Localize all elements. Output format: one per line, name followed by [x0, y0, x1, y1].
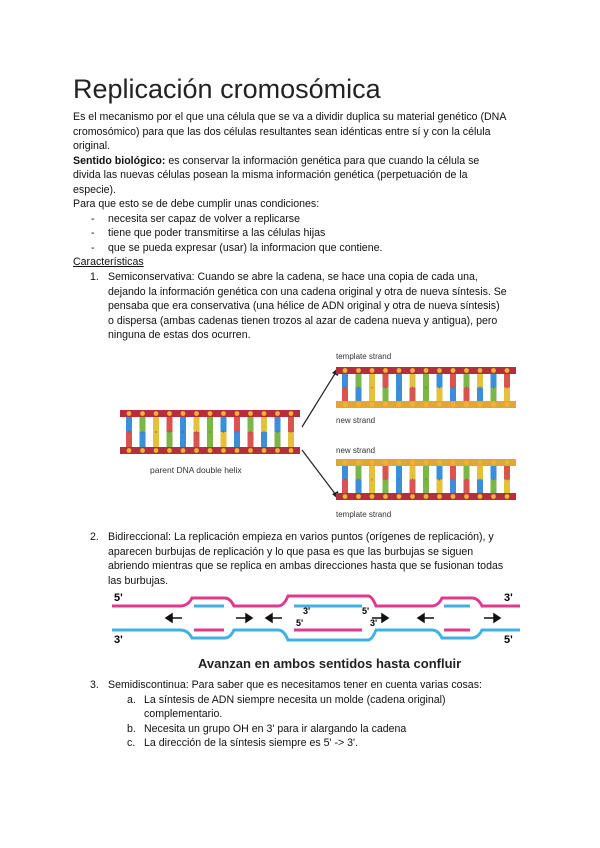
- phosphate-dot: [383, 368, 388, 373]
- base-pair: [207, 432, 213, 447]
- phosphate-dot: [464, 402, 469, 407]
- base-pair: [248, 432, 254, 447]
- phosphate-dot: [127, 448, 132, 453]
- sub-letter: a.: [127, 693, 136, 706]
- base-pair: [437, 466, 443, 480]
- phosphate-dot: [289, 448, 294, 453]
- new-strand-label: new strand: [336, 416, 376, 425]
- phosphate-dot: [194, 411, 199, 416]
- dna-replication-figure: [110, 345, 530, 520]
- new-strand-label: new strand: [336, 446, 376, 455]
- phosphate-dot: [235, 411, 240, 416]
- phosphate-dot: [424, 402, 429, 407]
- phosphate-dot: [289, 411, 294, 416]
- base-pair: [194, 432, 200, 447]
- base-pair: [275, 432, 281, 447]
- base-pair: [342, 374, 348, 388]
- label-3prime-inner: 3': [303, 606, 311, 616]
- phosphate-dot: [356, 368, 361, 373]
- phosphate-dot: [208, 411, 213, 416]
- phosphate-dot: [275, 411, 280, 416]
- phosphate-dot: [451, 402, 456, 407]
- intro-line-1: Es el mecanismo por el que una célula que se va a dividir duplica su material genético (DNA: [73, 111, 507, 123]
- phosphate-dot: [343, 368, 348, 373]
- phosphate-dot: [464, 460, 469, 465]
- base-pair: [369, 480, 375, 494]
- sentido-text: es conservar la información genética para que cuando la célula se: [165, 154, 480, 167]
- base-pair: [369, 466, 375, 480]
- phosphate-dot: [397, 368, 402, 373]
- phosphate-dot: [262, 411, 267, 416]
- base-pair: [369, 388, 375, 402]
- base-pair: [194, 417, 200, 432]
- item-number: 2.: [90, 531, 99, 543]
- base-pair: [356, 480, 362, 494]
- phosphate-dot: [491, 368, 496, 373]
- phosphate-dot: [383, 402, 388, 407]
- item2-line: aparecen burbujas de replicación y lo que pasa es que las burbujas se siguen: [108, 545, 474, 558]
- base-pair: [342, 388, 348, 402]
- phosphate-dot: [437, 368, 442, 373]
- base-pair: [221, 432, 227, 447]
- daughter-dna-top: [336, 367, 516, 408]
- base-pair: [153, 432, 159, 447]
- item2-line: abriendo mientras que se replica en ambas direcciones hasta que se fusionan todas: [108, 560, 504, 572]
- condition-item: tiene que poder transmitirse a las células hijas: [108, 227, 326, 239]
- base-pair: [126, 417, 132, 432]
- base-pair: [410, 466, 416, 480]
- label-3prime-inner: 3': [370, 618, 378, 628]
- phosphate-dot: [410, 368, 415, 373]
- phosphate-dot: [491, 494, 496, 499]
- phosphate-dot: [505, 368, 510, 373]
- base-pair: [491, 466, 497, 480]
- base-pair: [504, 388, 510, 402]
- bubbles-caption: Avanzan en ambos sentidos hasta confluir: [198, 656, 462, 671]
- template-strand-label: template strand: [336, 352, 392, 361]
- phosphate-dot: [410, 402, 415, 407]
- label-5prime-bottom-right: 5': [504, 634, 513, 646]
- intro-line-3: original.: [73, 140, 111, 152]
- phosphate-dot: [154, 411, 159, 416]
- phosphate-dot: [370, 402, 375, 407]
- phosphate-dot: [410, 460, 415, 465]
- base-pair: [288, 417, 294, 432]
- phosphate-dot: [262, 448, 267, 453]
- base-pair: [126, 432, 132, 447]
- phosphate-dot: [478, 494, 483, 499]
- base-pair: [477, 466, 483, 480]
- phosphate-dot: [221, 448, 226, 453]
- item-number: 1.: [90, 271, 99, 283]
- phosphate-dot: [140, 411, 145, 416]
- base-pair: [423, 480, 429, 494]
- sub-item-line: Necesita un grupo OH en 3' para ir alargando la cadena: [144, 722, 407, 735]
- base-pair: [464, 480, 470, 494]
- condition-item: que se pueda expresar (usar) la informacion que contiene.: [108, 241, 383, 254]
- base-pair: [477, 388, 483, 402]
- base-pair: [437, 480, 443, 494]
- base-pair: [423, 374, 429, 388]
- phosphate-dot: [356, 402, 361, 407]
- base-pair: [342, 480, 348, 494]
- base-pair: [167, 417, 173, 432]
- base-pair: [477, 480, 483, 494]
- label-5prime-inner: 5': [296, 618, 304, 628]
- phosphate-dot: [356, 494, 361, 499]
- sentido-line-1: [73, 154, 479, 169]
- phosphate-dot: [208, 448, 213, 453]
- base-pair: [437, 388, 443, 402]
- item1-line: ninguna de estas dos ocurren.: [108, 329, 251, 341]
- phosphate-dot: [437, 402, 442, 407]
- base-pair: [464, 388, 470, 402]
- phosphate-dot: [451, 494, 456, 499]
- base-pair: [383, 388, 389, 402]
- arrow-down: [302, 450, 336, 495]
- phosphate-dot: [343, 494, 348, 499]
- bullet-dash: -: [91, 227, 95, 239]
- phosphate-dot: [397, 494, 402, 499]
- phosphate-dot: [248, 448, 253, 453]
- phosphate-dot: [343, 402, 348, 407]
- phosphate-dot: [424, 460, 429, 465]
- bullet-dash: -: [91, 212, 95, 225]
- base-pair: [153, 417, 159, 432]
- base-pair: [396, 388, 402, 402]
- phosphate-dot: [127, 411, 132, 416]
- phosphate-dot: [194, 448, 199, 453]
- base-pair: [464, 466, 470, 480]
- phosphate-dot: [397, 402, 402, 407]
- phosphate-dot: [464, 368, 469, 373]
- phosphate-dot: [370, 368, 375, 373]
- sentido-line-3: especie).: [73, 183, 116, 196]
- sub-item-line: La dirección de la síntesis siempre es 5' -> 3'.: [144, 737, 358, 749]
- phosphate-dot: [451, 460, 456, 465]
- base-pair: [410, 480, 416, 494]
- base-pair: [410, 374, 416, 388]
- label-5prime-top-left: 5': [114, 592, 123, 604]
- base-pair: [423, 466, 429, 480]
- phosphate-dot: [437, 460, 442, 465]
- base-pair: [450, 388, 456, 402]
- base-pair: [383, 480, 389, 494]
- daughter-dna-bottom: [336, 459, 516, 500]
- base-pair: [396, 466, 402, 480]
- arrow-up: [302, 372, 336, 427]
- base-pair: [180, 417, 186, 432]
- base-pair: [234, 432, 240, 447]
- sub-item-line: complementario.: [144, 708, 223, 720]
- item-number: 3.: [90, 679, 99, 691]
- base-pair: [491, 388, 497, 402]
- base-pair: [450, 466, 456, 480]
- phosphate-dot: [410, 494, 415, 499]
- base-pair: [504, 480, 510, 494]
- base-pair: [356, 388, 362, 402]
- phosphate-dot: [248, 411, 253, 416]
- phosphate-dot: [235, 448, 240, 453]
- base-pair: [261, 432, 267, 447]
- base-pair: [491, 480, 497, 494]
- phosphate-dot: [221, 411, 226, 416]
- parent-dna-label: parent DNA double helix: [150, 465, 242, 475]
- base-pair: [356, 466, 362, 480]
- intro-line-2: cromosómico) para que las dos células resultantes sean idénticas entre sí y con la célula: [73, 125, 491, 138]
- item1-line: dejando la información genética con una cadena original y otra de nueva síntesis. Se: [108, 285, 507, 298]
- phosphate-dot: [478, 460, 483, 465]
- base-pair: [234, 417, 240, 432]
- item1-line: o dispersa (ambas cadenas tienen trozos al azar de cadena nueva y antigua), pero: [108, 314, 498, 327]
- replication-bubbles-figure: [100, 588, 530, 678]
- phosphate-dot: [275, 448, 280, 453]
- base-pair: [491, 374, 497, 388]
- phosphate-dot: [383, 494, 388, 499]
- conditions-intro: Para que esto se de debe cumplir unas condiciones:: [73, 198, 320, 210]
- item2-line: Bidireccional: La replicación empieza en varios puntos (orígenes de replicación), y: [108, 531, 494, 543]
- base-pair: [248, 417, 254, 432]
- phosphate-dot: [491, 460, 496, 465]
- base-pair: [288, 432, 294, 447]
- item2-line: las burbujas.: [108, 574, 169, 587]
- base-pair: [221, 417, 227, 432]
- label-3prime-bottom-left: 3': [114, 634, 123, 646]
- phosphate-dot: [181, 411, 186, 416]
- base-pair: [396, 374, 402, 388]
- condition-item: necesita ser capaz de volver a replicarse: [108, 212, 300, 225]
- base-pair: [180, 432, 186, 447]
- sentido-line-2: divida las nuevas células posean la misma información genética (perpetuación de la: [73, 169, 468, 181]
- phosphate-dot: [478, 368, 483, 373]
- base-pair: [410, 388, 416, 402]
- bullet-dash: -: [91, 241, 95, 254]
- base-pair: [450, 480, 456, 494]
- label-5prime-inner: 5': [362, 606, 370, 616]
- sub-letter: c.: [127, 737, 136, 749]
- item1-line: pensaba que era conservativa (una hélice de ADN original y otra de nueva síntesis): [108, 300, 500, 312]
- phosphate-dot: [154, 448, 159, 453]
- sentido-label: Sentido biológico:: [73, 154, 166, 167]
- phosphate-dot: [464, 494, 469, 499]
- caracteristicas-heading: Características: [73, 256, 144, 268]
- base-pair: [477, 374, 483, 388]
- item3-line: Semidiscontinua: Para saber que es necesitamos tener en cuenta varias cosas:: [108, 679, 482, 691]
- base-pair: [450, 374, 456, 388]
- template-strand-label: template strand: [336, 510, 392, 519]
- base-pair: [342, 466, 348, 480]
- direction-arrows: [166, 614, 500, 622]
- phosphate-dot: [505, 460, 510, 465]
- base-pair: [140, 417, 146, 432]
- base-pair: [207, 417, 213, 432]
- phosphate-dot: [140, 448, 145, 453]
- phosphate-dot: [424, 368, 429, 373]
- parent-dna-helix: [120, 410, 300, 454]
- base-pair: [383, 466, 389, 480]
- phosphate-dot: [343, 460, 348, 465]
- phosphate-dot: [491, 402, 496, 407]
- base-pair: [356, 374, 362, 388]
- phosphate-dot: [181, 448, 186, 453]
- base-pair: [275, 417, 281, 432]
- base-pair: [504, 374, 510, 388]
- page-title: Replicación cromosómica: [73, 74, 381, 104]
- phosphate-dot: [167, 448, 172, 453]
- phosphate-dot: [397, 460, 402, 465]
- phosphate-dot: [505, 402, 510, 407]
- base-pair: [140, 432, 146, 447]
- phosphate-dot: [437, 494, 442, 499]
- phosphate-dot: [383, 460, 388, 465]
- phosphate-dot: [505, 494, 510, 499]
- item1-line: Semiconservativa: Cuando se abre la cadena, se hace una copia de cada una,: [108, 271, 478, 283]
- base-pair: [369, 374, 375, 388]
- base-pair: [383, 374, 389, 388]
- base-pair: [167, 432, 173, 447]
- base-pair: [504, 466, 510, 480]
- base-pair: [261, 417, 267, 432]
- base-pair: [464, 374, 470, 388]
- base-pair: [396, 480, 402, 494]
- phosphate-dot: [370, 494, 375, 499]
- base-pair: [423, 388, 429, 402]
- base-pair: [437, 374, 443, 388]
- phosphate-dot: [424, 494, 429, 499]
- phosphate-dot: [451, 368, 456, 373]
- label-3prime-top-right: 3': [504, 592, 513, 604]
- phosphate-dot: [167, 411, 172, 416]
- phosphate-dot: [356, 460, 361, 465]
- phosphate-dot: [370, 460, 375, 465]
- sub-letter: b.: [127, 722, 136, 735]
- phosphate-dot: [478, 402, 483, 407]
- sub-item-line: La síntesis de ADN siempre necesita un molde (cadena original): [144, 693, 446, 706]
